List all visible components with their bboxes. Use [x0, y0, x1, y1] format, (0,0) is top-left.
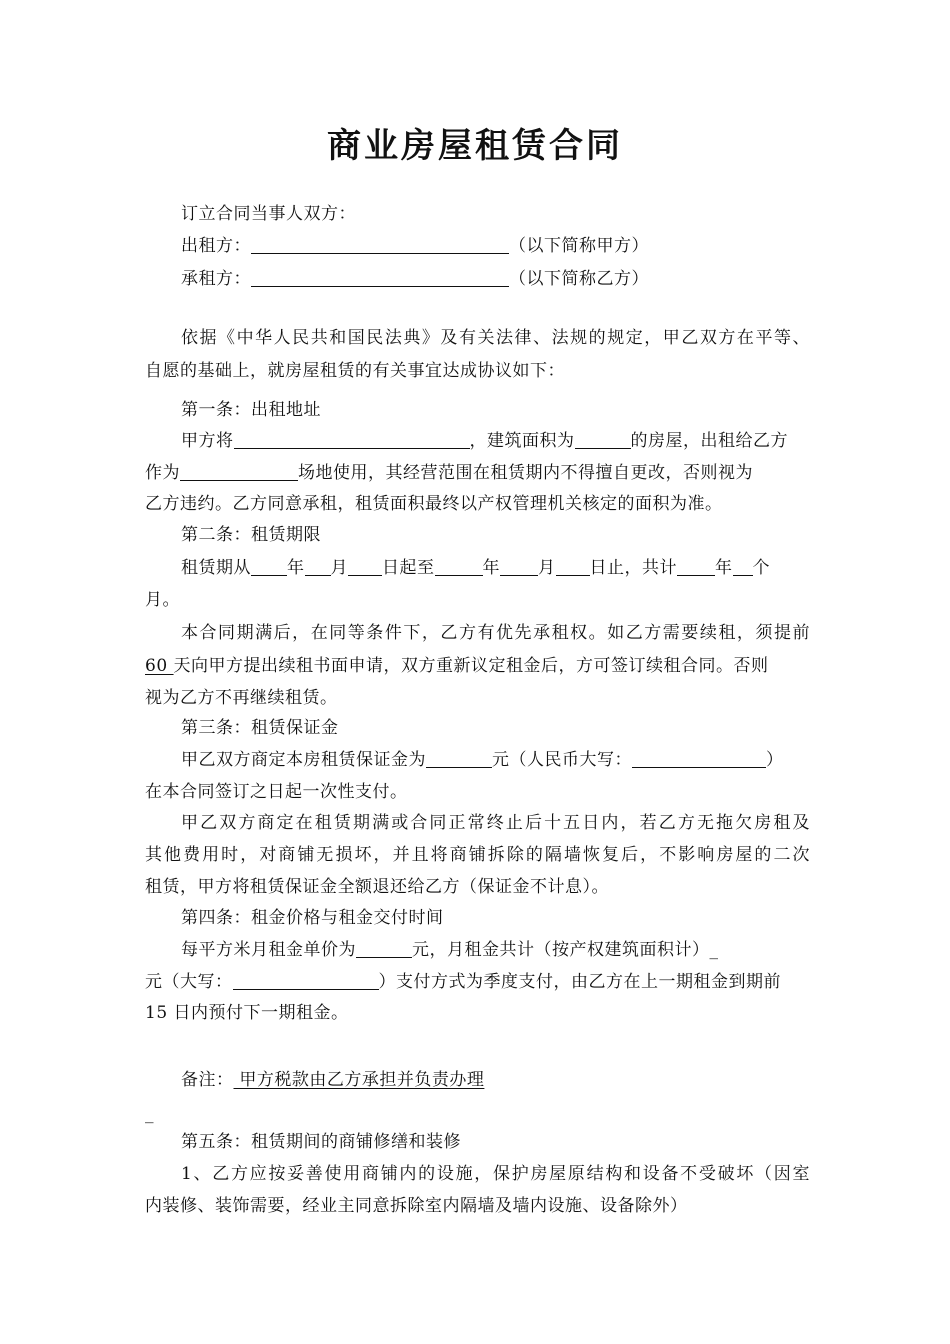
renewal-line-3: 视为乙方不再继续租赁。 [145, 688, 338, 708]
article-4-heading: 第四条：租金价格与租金交付时间 [181, 908, 444, 928]
article-3-heading: 第三条：租赁保证金 [181, 718, 339, 738]
month-label: 月 [330, 558, 348, 578]
building-area-blank[interactable] [575, 431, 631, 449]
deposit-line-2: 在本合同签订之日起一次性支付。 [145, 782, 408, 802]
term-text-d: 个 [752, 558, 770, 578]
parties-intro: 订立合同当事人双方： [181, 204, 356, 224]
lessee-line [181, 267, 810, 291]
end-year-blank[interactable] [435, 558, 483, 576]
deposit-text-a: 甲乙双方商定本房租赁保证金为 [181, 750, 426, 770]
end-day-blank[interactable] [556, 558, 590, 576]
article-1-text-e: 场地使用，其经营范围在租赁期内不得擅自更改，否则视为 [298, 463, 753, 483]
refund-line-3: 租赁，甲方将租赁保证金全额退还给乙方（保证金不计息）。 [145, 877, 609, 897]
note-line [181, 1068, 810, 1092]
article-2-heading: 第二条：租赁期限 [181, 525, 321, 545]
article-1-line-2 [145, 461, 810, 485]
renewal-line-1: 本合同期满后，在同等条件下，乙方有优先承租权。如乙方需要续租，须提前 [181, 623, 810, 643]
property-address-blank[interactable] [234, 431, 470, 449]
article-1-text-a: 甲方将 [181, 431, 234, 451]
refund-line-1: 甲乙双方商定在租赁期满或合同正常终止后十五日内，若乙方无拖欠房租及 [181, 813, 810, 833]
unit-price-blank[interactable] [356, 940, 412, 958]
article-1-line-3: 乙方违约。乙方同意承租，租赁面积最终以产权管理机关核定的面积为准。 [145, 494, 723, 514]
rent-line-1 [181, 938, 810, 962]
term-text-a: 租赁期从 [181, 558, 251, 578]
article-1-line-1 [181, 429, 810, 453]
deposit-text-b: 元（人民币大写： [492, 750, 632, 770]
stray-underscore: _ [145, 1104, 154, 1124]
refund-line-2: 其他费用时，对商铺无损坏，并且将商铺拆除的隔墙恢复后，不影响房屋的二次 [145, 845, 810, 865]
article-1-text-d: 作为 [145, 463, 180, 483]
start-year-blank[interactable] [251, 558, 287, 576]
deposit-line-1 [181, 748, 810, 772]
start-day-blank[interactable] [348, 558, 382, 576]
repair-line-1: 1、乙方应按妥善使用商铺内的设施，保护房屋原结构和设备不受破坏（因室 [181, 1164, 810, 1184]
article-1-heading: 第一条：出租地址 [181, 400, 321, 420]
year-label: 年 [287, 558, 305, 578]
start-month-blank[interactable] [305, 558, 331, 576]
month-label: 月 [538, 558, 556, 578]
deposit-text-c: ） [766, 750, 784, 770]
note-text: 甲方税款由乙方承担并负责办理 [233, 1070, 485, 1090]
total-months-blank[interactable] [733, 558, 753, 576]
rent-text-d: ）支付方式为季度支付，由乙方在上一期租金到期前 [378, 972, 781, 992]
page-title: 商业房屋租赁合同 [327, 126, 623, 166]
preamble-line-1: 依据《中华人民共和国民法典》及有关法律、法规的规定，甲乙双方在平等、 [181, 328, 810, 348]
article-1-text-c: 的房屋，出租给乙方 [630, 431, 788, 451]
lessee-label: 承租方： [181, 269, 251, 289]
term-text-b: 日起至 [382, 558, 435, 578]
article-5-heading: 第五条：租赁期间的商铺修缮和装修 [181, 1132, 461, 1152]
deposit-uppercase-blank[interactable] [632, 750, 766, 768]
total-years-blank[interactable] [677, 558, 715, 576]
article-1-text-b: ，建筑面积为 [469, 431, 575, 451]
deposit-amount-blank[interactable] [426, 750, 492, 768]
lessor-suffix: （以下简称甲方） [509, 236, 649, 256]
term-line [181, 556, 810, 580]
lessor-label: 出租方： [181, 236, 251, 256]
rent-line-3: 15 日内预付下一期租金。 [145, 1003, 349, 1023]
repair-line-2: 内装修、装饰需要，经业主同意拆除室内隔墙及墙内设施、设备除外） [145, 1196, 688, 1216]
term-line-end: 月。 [145, 590, 180, 610]
lessor-name-blank[interactable] [251, 236, 509, 254]
lessee-suffix: （以下简称乙方） [509, 269, 649, 289]
renewal-days: 60 [145, 656, 174, 676]
term-text-c: 日止，共计 [589, 558, 677, 578]
lessor-line [181, 234, 810, 258]
lessee-name-blank[interactable] [251, 269, 509, 287]
rent-text-a: 每平方米月租金单价为 [181, 940, 356, 960]
note-label: 备注： [181, 1070, 234, 1090]
year-label: 年 [715, 558, 733, 578]
rent-uppercase-blank[interactable] [233, 972, 379, 990]
end-month-blank[interactable] [500, 558, 538, 576]
renewal-line-2 [145, 654, 810, 678]
rent-text-b: 元，月租金共计（按产权建筑面积计）_ [412, 940, 719, 960]
rent-text-c: 元（大写： [145, 972, 233, 992]
rent-line-2 [145, 970, 810, 994]
usage-purpose-blank[interactable] [180, 463, 298, 481]
year-label: 年 [482, 558, 500, 578]
preamble-line-2: 自愿的基础上，就房屋租赁的有关事宜达成协议如下： [145, 361, 565, 381]
renewal-text: 天向甲方提出续租书面申请，双方重新议定租金后，方可签订续租合同。否则 [173, 656, 769, 676]
